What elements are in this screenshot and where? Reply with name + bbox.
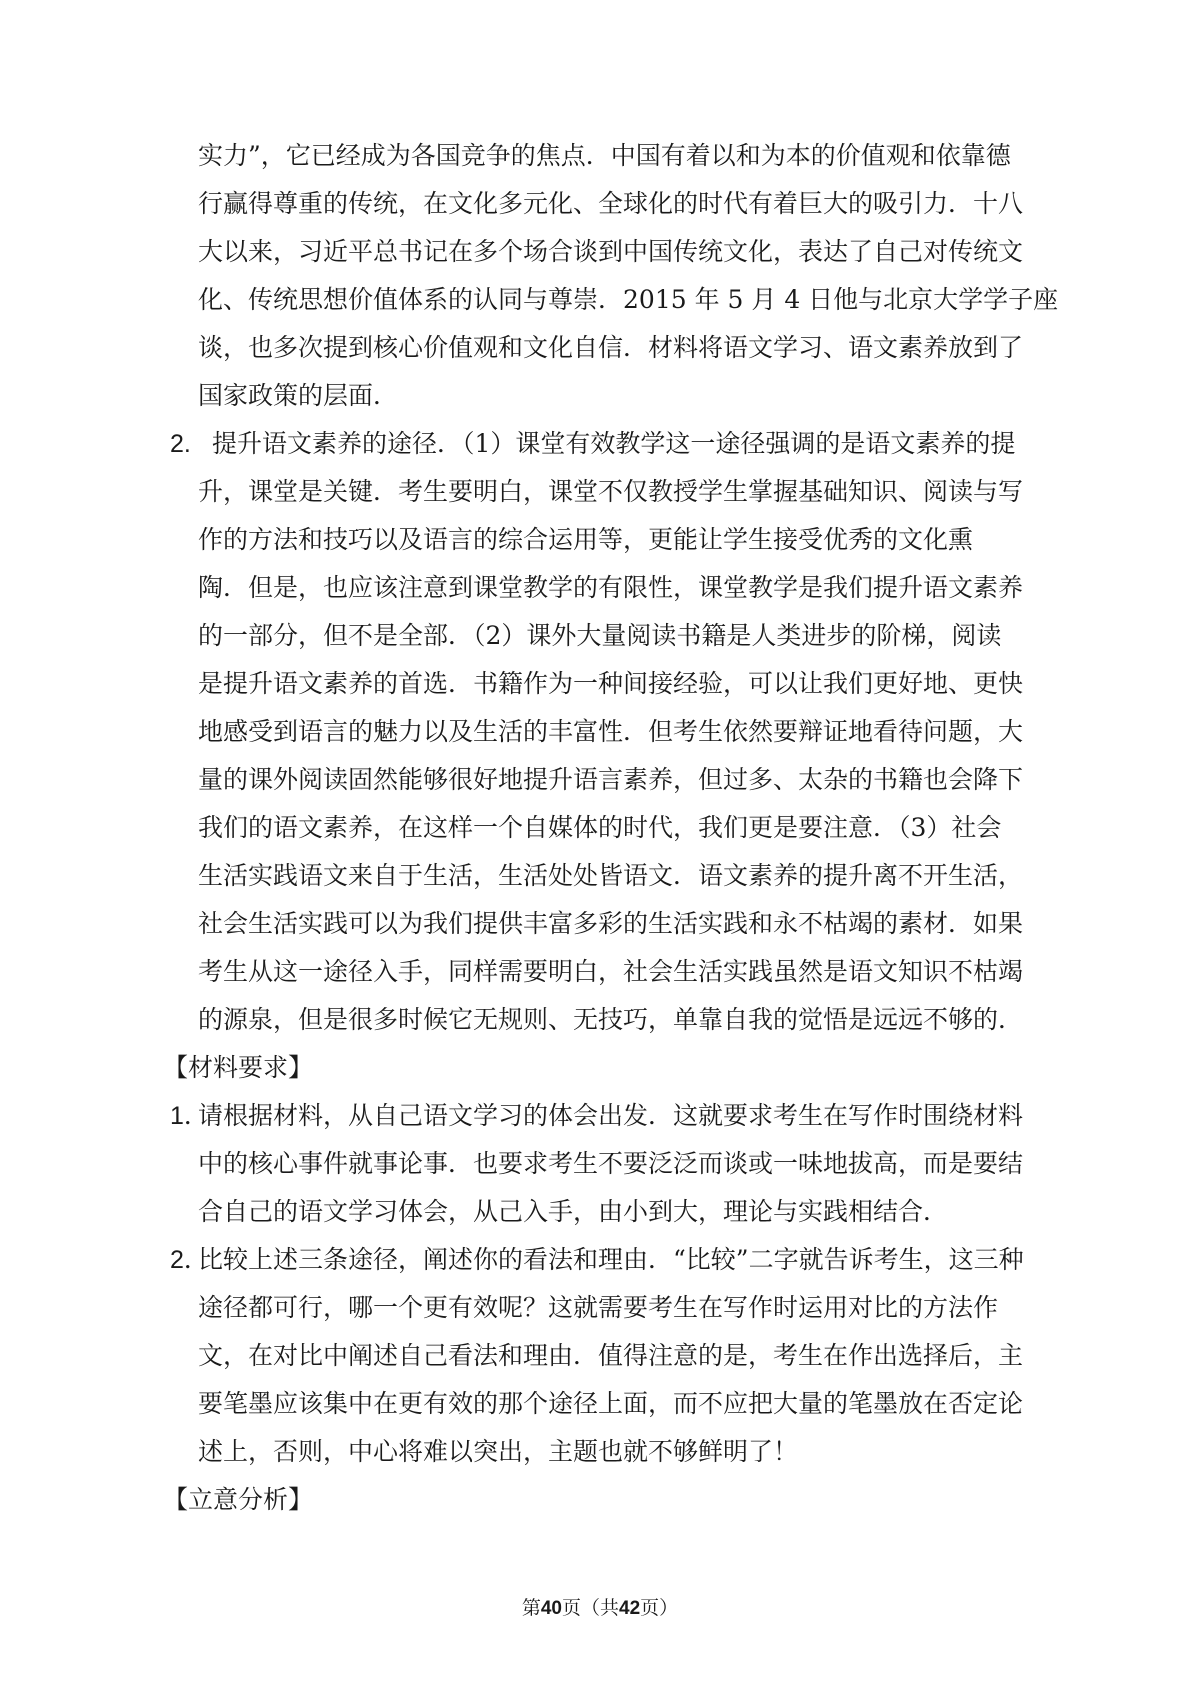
text-line: 陶．但是，也应该注意到课堂教学的有限性，课堂教学是我们提升语文素养 [198,573,1024,602]
text-line: 实力”，它已经成为各国竞争的焦点．中国有着以和为本的价值观和依靠德 [198,141,1011,170]
text-line: 考生从这一途径入手，同样需要明白，社会生活实践虽然是语文知识不枯竭 [198,957,1024,986]
text-line: 大以来，习近平总书记在多个场合谈到中国传统文化，表达了自己对传统文 [198,237,1024,266]
footer-middle: 页（共 [561,1597,619,1619]
text-line: 是提升语文素养的首选．书籍作为一种间接经验，可以让我们更好地、更快 [198,669,1024,698]
text-line: 文，在对比中阐述自己看法和理由．值得注意的是，考生在作出选择后，主 [198,1341,1024,1370]
text-line: 生活实践语文来自于生活，生活处处皆语文．语文素养的提升离不开生活， [198,861,1024,890]
text-line: 作的方法和技巧以及语言的综合运用等，更能让学生接受优秀的文化熏 [198,525,974,554]
text-line: 的一部分，但不是全部．（2）课外大量阅读书籍是人类进步的阶梯，阅读 [198,621,1002,650]
text-line: 合自己的语文学习体会，从己入手，由小到大，理论与实践相结合． [198,1197,949,1226]
list-number: 2． [170,1246,209,1274]
current-page-number: 40 [540,1598,562,1619]
text-line: 行赢得尊重的传统，在文化多元化、全球化的时代有着巨大的吸引力．十八 [198,189,1024,218]
text-line: 我们的语文素养，在这样一个自媒体的时代，我们更是要注意．（3）社会 [198,813,1002,842]
footer-suffix: 页） [640,1597,679,1619]
text-line: 化、传统思想价值体系的认同与尊崇．2015 年 5 月 4 日他与北京大学学子座 [198,285,1059,314]
list-number: 1． [170,1102,209,1130]
text-line: 社会生活实践可以为我们提供丰富多彩的生活实践和永不枯竭的素材．如果 [198,909,1024,938]
text-line: 量的课外阅读固然能够很好地提升语言素养，但过多、太杂的书籍也会降下 [198,765,1024,794]
text-line: 的源泉，但是很多时候它无规则、无技巧，单靠自我的觉悟是远远不够的． [198,1005,1024,1034]
page-footer [0,1596,1200,1621]
text-line: 述上，否则，中心将难以突出，主题也就不够鲜明了！ [198,1437,799,1466]
text-line: 升，课堂是关键．考生要明白，课堂不仅教授学生掌握基础知识、阅读与写 [198,477,1024,506]
list-number: 2. [170,430,191,458]
text-line: 谈，也多次提到核心价值观和文化自信．材料将语文学习、语文素养放到了 [198,333,1024,362]
text-line: 途径都可行，哪一个更有效呢？这就需要考生在写作时运用对比的方法作 [198,1293,999,1322]
text-line: 中的核心事件就事论事．也要求考生不要泛泛而谈或一味地拔高，而是要结 [198,1149,1024,1178]
footer-prefix: 第 [521,1597,541,1619]
text-line: 要笔墨应该集中在更有效的那个途径上面，而不应把大量的笔墨放在否定论 [198,1389,1024,1418]
text-line: 比较上述三条途径，阐述你的看法和理由．“比较”二字就告诉考生，这三种 [198,1245,1024,1274]
total-page-number: 42 [619,1598,641,1619]
text-line: 请根据材料，从自己语文学习的体会出发．这就要求考生在写作时围绕材料 [198,1101,1024,1130]
section-heading-material: 【材料要求】 [163,1053,314,1082]
text-line: 国家政策的层面． [198,381,399,410]
section-heading-analysis: 【立意分析】 [163,1485,314,1514]
text-line: 提升语文素养的途径．（1）课堂有效教学这一途径强调的是语文素养的提 [212,429,1016,458]
text-line: 地感受到语言的魅力以及生活的丰富性．但考生依然要辩证地看待问题，大 [198,717,1024,746]
